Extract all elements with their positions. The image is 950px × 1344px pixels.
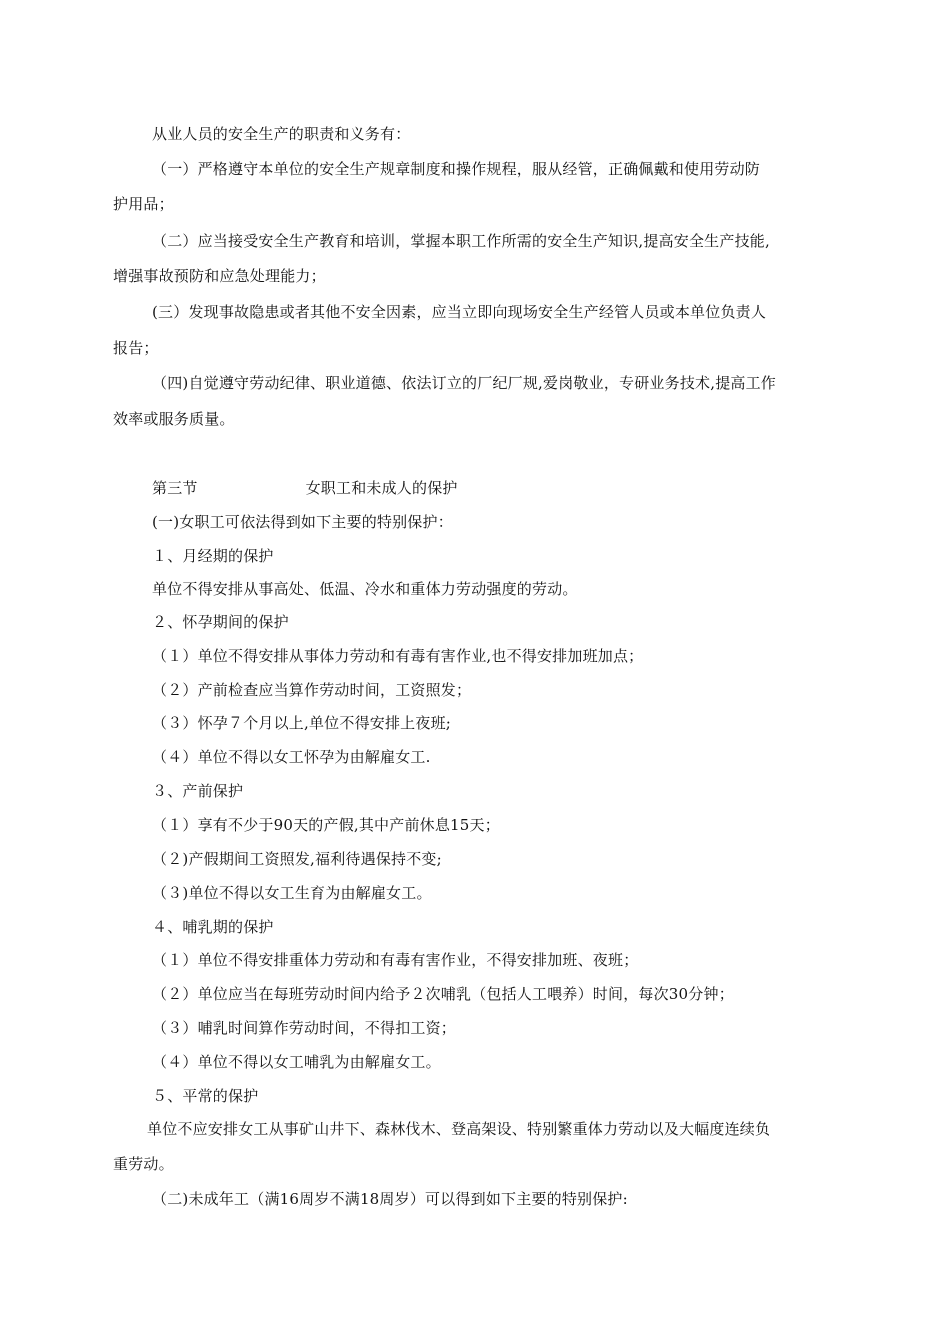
duty-item-3: (三）发现事故隐患或者其他不安全因素，应当立即向现场安全生产经管人员或本单位负责人 [152,303,767,321]
nursing-rule-4: （４）单位不得以女工哺乳为由解雇女工。 [152,1053,441,1071]
nursing-rule-3: （３）哺乳时间算作劳动时间，不得扣工资； [152,1019,457,1037]
maternity-rule-3: （３)单位不得以女工生育为由解雇女工。 [152,884,432,902]
duty-item-3-cont: 报告； [113,339,159,357]
pregnancy-rule-3: （３）怀孕７个月以上,单位不得安排上夜班; [152,714,452,732]
women-protection-intro: (一)女职工可依法得到如下主要的特别保护： [152,513,453,531]
general-rule: 单位不应安排女工从事矿山井下、森林伐木、登高架设、特别繁重体力劳动以及大幅度连续负 [147,1120,771,1138]
duty-item-1: （一）严格遵守本单位的安全生产规章制度和操作规程，服从经管，正确佩戴和使用劳动防 [152,160,761,178]
pregnancy-rule-4: （４）单位不得以女工怀孕为由解雇女工. [152,748,431,766]
subheading-nursing: ４、哺乳期的保护 [152,918,274,936]
subheading-general: ５、平常的保护 [152,1087,259,1105]
duty-item-2: （二）应当接受安全生产教育和培训，掌握本职工作所需的安全生产知识,提高安全生产技能, [152,232,770,250]
minor-protection-intro: （二)未成年工（满16周岁不满18周岁）可以得到如下主要的特别保护: [152,1190,628,1208]
menstruation-rule: 单位不得安排从事高处、低温、冷水和重体力劳动强度的劳动。 [152,580,578,598]
duty-item-4-cont: 效率或服务质量。 [113,410,235,428]
duties-heading: 从业人员的安全生产的职责和义务有： [152,125,411,143]
maternity-rule-2: （２)产假期间工资照发,福利待遇保持不变; [152,850,442,868]
pregnancy-rule-2: （２）产前检查应当算作劳动时间，工资照发； [152,681,472,699]
nursing-rule-2: （２）单位应当在每班劳动时间内给予２次哺乳（包括人工喂养）时间，每次30分钟； [152,985,734,1003]
duty-item-2-cont: 增强事故预防和应急处理能力； [113,267,326,285]
section-title: 女职工和未成人的保护 [305,479,458,497]
subheading-menstruation: １、月经期的保护 [152,547,274,565]
nursing-rule-1: （１）单位不得安排重体力劳动和有毒有害作业，不得安排加班、夜班； [152,951,639,969]
subheading-maternity: ３、产前保护 [152,782,244,800]
duty-item-4: （四)自觉遵守劳动纪律、职业道德、依法订立的厂纪厂规,爱岗敬业，专研业务技术,提高工作 [152,374,776,392]
duty-item-1-cont: 护用品； [113,195,174,213]
section-number: 第三节 [152,479,198,497]
section-heading [152,478,458,498]
subheading-pregnancy: ２、怀孕期间的保护 [152,613,289,631]
maternity-rule-1: （１）享有不少于90天的产假,其中产前休息15天； [152,816,500,834]
general-rule-cont: 重劳动。 [113,1155,174,1173]
pregnancy-rule-1: （１）单位不得安排从事体力劳动和有毒有害作业,也不得安排加班加点； [152,647,644,665]
